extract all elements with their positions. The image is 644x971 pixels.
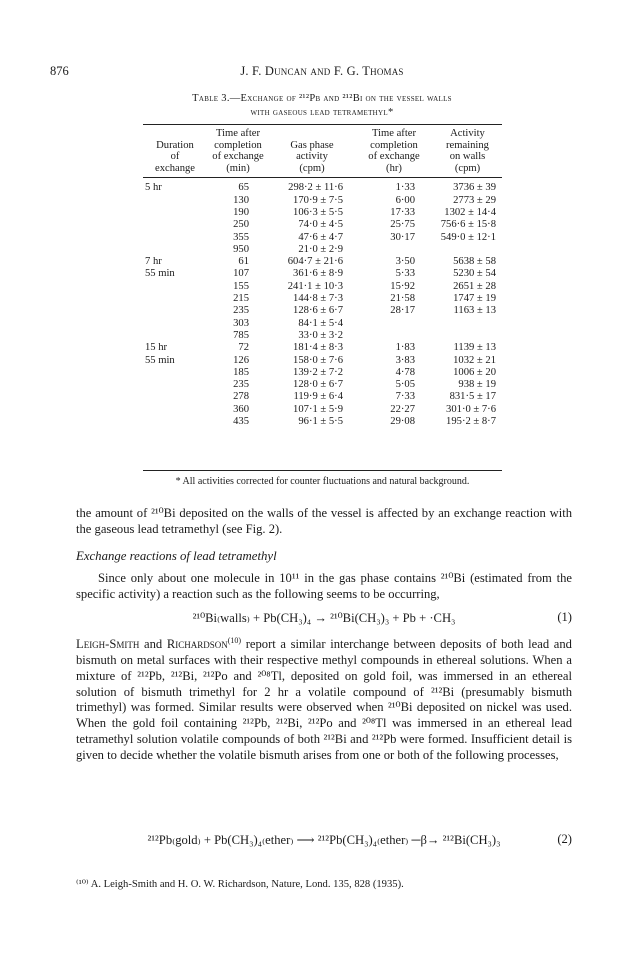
time-min-cell: 190 xyxy=(233,206,249,218)
paragraph-2-text: Since only about one molecule in 10¹¹ in the gas phase contains ²¹⁰Bi (estimated from the specific activity) a reaction such as the following seems to be occurring, xyxy=(76,571,572,601)
time-min-cell: 72 xyxy=(238,342,249,354)
column-header-line: of exchange xyxy=(368,151,420,163)
duration-cell xyxy=(143,367,207,379)
wall-activity-cell: 831·5 ± 17 xyxy=(449,391,496,403)
gas-activity-cell: 84·1 ± 5·4 xyxy=(298,317,343,329)
time-min-cell: 185 xyxy=(233,366,249,378)
column-header xyxy=(433,126,502,178)
time-hr-cell: 1·33 xyxy=(395,182,415,194)
cited-author-2: Richardson xyxy=(166,637,228,652)
time-min-cell: 215 xyxy=(233,293,249,305)
gas-activity-cell: 128·6 ± 6·7 xyxy=(293,305,343,317)
equation-1-expression: ²¹⁰Bi₍walls₎ + Pb(CH₃)₄ → ²¹⁰Bi(CH₃)₃ + Pb + ·CH₃ xyxy=(192,611,456,625)
time-min-cell: 950 xyxy=(233,243,249,255)
equation-1-number: (1) xyxy=(557,610,572,624)
table-top-rule xyxy=(143,124,502,125)
wall-activity-cell xyxy=(433,244,502,256)
column-header-line: completion xyxy=(214,139,262,151)
column-header-line: (cpm) xyxy=(454,162,481,174)
data-table xyxy=(143,126,502,428)
column-header-line: remaining xyxy=(446,139,489,151)
duration-cell xyxy=(143,391,207,403)
time-hr-cell: 17·33 xyxy=(390,206,415,218)
wall-activity-cell: 301·0 ± 7·6 xyxy=(446,403,496,415)
paragraph-2 xyxy=(76,571,572,603)
duration-cell xyxy=(143,281,207,293)
table-row xyxy=(143,182,502,194)
gas-activity-cell: 158·0 ± 7·6 xyxy=(293,354,343,366)
equation-1 xyxy=(76,610,572,628)
time-hr-cell: 30·17 xyxy=(390,231,415,243)
time-min-cell: 107 xyxy=(233,268,249,280)
duration-cell: 7 hr xyxy=(145,256,162,268)
duration-cell xyxy=(143,416,207,428)
paragraph-1-text: the amount of ²¹⁰Bi deposited on the walls of the vessel is affected by an exchange reaction with the gaseous lead tetramethyl (see Fig. 2). xyxy=(76,506,572,536)
column-header-line: activity xyxy=(296,151,328,163)
time-hr-cell xyxy=(355,318,433,330)
duration-cell xyxy=(143,305,207,317)
table-row xyxy=(143,305,502,317)
table-row xyxy=(143,281,502,293)
time-min-cell: 785 xyxy=(233,329,249,341)
time-hr-cell xyxy=(355,244,433,256)
wall-activity-cell: 3736 ± 39 xyxy=(453,182,496,194)
time-min-cell: 303 xyxy=(233,317,249,329)
wall-activity-cell: 2773 ± 29 xyxy=(453,194,496,206)
time-min-cell: 235 xyxy=(233,379,249,391)
column-header-line: exchange xyxy=(155,162,195,174)
gas-activity-cell: 47·6 ± 4·7 xyxy=(298,231,343,243)
wall-activity-cell: 195·2 ± 8·7 xyxy=(446,416,496,428)
time-hr-cell: 1·83 xyxy=(395,342,415,354)
table-row xyxy=(143,330,502,342)
time-hr-cell: 7·33 xyxy=(395,391,415,403)
gas-activity-cell: 144·8 ± 7·3 xyxy=(293,293,343,305)
table-row xyxy=(143,342,502,354)
gas-activity-cell: 170·9 ± 7·5 xyxy=(293,194,343,206)
table-row xyxy=(143,195,502,207)
time-hr-cell: 22·27 xyxy=(390,403,415,415)
duration-cell xyxy=(143,330,207,342)
time-hr-cell: 6·00 xyxy=(395,194,415,206)
table-caption xyxy=(60,92,584,120)
table-row xyxy=(143,355,502,367)
table-caption-line-1: Table 3.—Exchange of ²¹²Pb and ²¹²Bi on the vessel walls xyxy=(192,93,452,104)
wall-activity-cell: 1139 ± 13 xyxy=(453,342,496,354)
duration-cell xyxy=(143,379,207,391)
gas-activity-cell: 96·1 ± 5·5 xyxy=(298,416,343,428)
paragraph-3 xyxy=(76,633,572,764)
table-row xyxy=(143,379,502,391)
column-header xyxy=(269,126,355,178)
wall-activity-cell: 5638 ± 58 xyxy=(453,256,496,268)
paragraph-3-body: report a similar interchange between deposits of both lead and bismuth on metal surfaces with their respective methyl compounds in ethereal solutions. When a mixture of ²¹²Pb, ²¹²Bi, ²¹²Po and ²⁰⁸Tl, deposited on gold foil, was immersed in an ethereal solution of bismuth trimethyl for 2 hr a volatile compound of ²¹²Bi (presumably bismuth trimethyl) was formed. Similar results were observed when ²¹⁰Bi deposited on nickel was used. When the gold foil containing ²¹²Pb, ²¹²Bi, ²¹²Po and ²⁰⁸Tl was immersed in an ethereal lead tetramethyl solution volatile compounds of both ²¹²Bi and ²¹²Pb were formed. Insufficient detail is given to decide whether the volatile bismuth arises from one or both of the following processes, xyxy=(76,637,572,762)
wall-activity-cell: 2651 ± 28 xyxy=(453,280,496,292)
wall-activity-cell: 5230 ± 54 xyxy=(453,268,496,280)
equation-2 xyxy=(76,832,572,850)
reference-footnote: ⁽¹⁰⁾ A. Leigh-Smith and H. O. W. Richardson, Nature, Lond. 135, 828 (1935). xyxy=(76,879,404,890)
section-heading: Exchange reactions of lead tetramethyl xyxy=(76,549,277,563)
wall-activity-cell: 1163 ± 13 xyxy=(453,305,496,317)
time-hr-cell: 28·17 xyxy=(390,305,415,317)
column-header xyxy=(355,126,433,178)
column-header xyxy=(207,126,269,178)
column-header-line: (hr) xyxy=(386,162,402,174)
wall-activity-cell: 756·6 ± 15·8 xyxy=(440,219,496,231)
duration-cell: 5 hr xyxy=(145,182,162,194)
duration-cell: 55 min xyxy=(145,268,175,280)
wall-activity-cell: 1006 ± 20 xyxy=(453,366,496,378)
duration-cell xyxy=(143,318,207,330)
table-row xyxy=(143,268,502,280)
table-bottom-rule xyxy=(143,470,502,471)
time-min-cell: 65 xyxy=(238,182,249,194)
wall-activity-cell: 1302 ± 14·4 xyxy=(444,206,496,218)
time-hr-cell: 3·83 xyxy=(395,354,415,366)
gas-activity-cell: 241·1 ± 10·3 xyxy=(287,280,343,292)
table-row xyxy=(143,416,502,428)
column-header-line: on walls xyxy=(449,151,486,163)
time-hr-cell: 5·05 xyxy=(395,379,415,391)
wall-activity-cell: 549·0 ± 12·1 xyxy=(440,231,496,243)
duration-cell xyxy=(143,195,207,207)
column-header-line: Activity xyxy=(450,128,485,139)
time-min-cell: 155 xyxy=(233,280,249,292)
column-header xyxy=(143,126,207,178)
paragraph-1 xyxy=(76,506,572,538)
gas-activity-cell: 33·0 ± 3·2 xyxy=(298,329,343,341)
gas-activity-cell: 181·4 ± 8·3 xyxy=(293,342,343,354)
gas-activity-cell: 139·2 ± 7·2 xyxy=(293,366,343,378)
gas-activity-cell: 298·2 ± 11·6 xyxy=(288,182,343,194)
time-min-cell: 126 xyxy=(233,354,249,366)
time-min-cell: 435 xyxy=(233,416,249,428)
time-hr-cell: 4·78 xyxy=(395,366,415,378)
page-number: 876 xyxy=(50,64,69,78)
gas-activity-cell: 119·9 ± 6·4 xyxy=(293,391,343,403)
duration-cell: 15 hr xyxy=(145,342,168,354)
time-hr-cell: 29·08 xyxy=(390,416,415,428)
cited-author-1: Leigh-Smith xyxy=(76,637,140,652)
time-hr-cell: 25·75 xyxy=(390,219,415,231)
time-hr-cell xyxy=(355,330,433,342)
time-min-cell: 61 xyxy=(238,256,249,268)
table-row xyxy=(143,391,502,403)
table-row xyxy=(143,244,502,256)
table-row xyxy=(143,207,502,219)
gas-activity-cell: 361·6 ± 8·9 xyxy=(293,268,343,280)
table-row xyxy=(143,219,502,231)
time-min-cell: 360 xyxy=(233,403,249,415)
wall-activity-cell: 938 ± 19 xyxy=(458,379,496,391)
duration-cell: 55 min xyxy=(145,354,175,366)
conjunction: and xyxy=(144,637,163,652)
duration-cell xyxy=(143,293,207,305)
duration-cell xyxy=(143,404,207,416)
column-header-line: of exchange xyxy=(212,151,264,163)
wall-activity-cell: 1747 ± 19 xyxy=(453,293,496,305)
column-header-line: (cpm) xyxy=(299,162,325,174)
time-min-cell: 355 xyxy=(233,231,249,243)
table-footnote: * All activities corrected for counter fluctuations and natural background. xyxy=(175,476,470,487)
table-row xyxy=(143,256,502,268)
time-hr-cell: 3·50 xyxy=(395,256,415,268)
column-header-line: Duration xyxy=(156,139,194,151)
gas-activity-cell: 74·0 ± 4·5 xyxy=(298,219,343,231)
time-min-cell: 130 xyxy=(233,194,249,206)
column-header-line: completion xyxy=(370,139,418,151)
gas-activity-cell: 128·0 ± 6·7 xyxy=(293,379,343,391)
column-header-line: (min) xyxy=(226,162,250,174)
gas-activity-cell: 107·1 ± 5·9 xyxy=(293,403,343,415)
column-header-line: Time after xyxy=(215,128,261,139)
column-header-line: of xyxy=(170,151,180,163)
equation-2-number: (2) xyxy=(557,832,572,846)
gas-activity-cell: 604·7 ± 21·6 xyxy=(287,256,343,268)
column-header-line: Time after xyxy=(371,128,417,139)
duration-cell xyxy=(143,207,207,219)
table-row xyxy=(143,293,502,305)
table-row xyxy=(143,404,502,416)
gas-activity-cell: 106·3 ± 5·5 xyxy=(293,206,343,218)
gas-activity-cell: 21·0 ± 2·9 xyxy=(298,243,343,255)
wall-activity-cell: 1032 ± 21 xyxy=(453,354,496,366)
table-caption-line-2: with gaseous lead tetramethyl* xyxy=(250,107,394,118)
wall-activity-cell xyxy=(433,330,502,342)
time-min-cell: 250 xyxy=(233,219,249,231)
time-min-cell: 278 xyxy=(233,391,249,403)
duration-cell xyxy=(143,232,207,244)
table-row xyxy=(143,232,502,244)
time-hr-cell: 21·58 xyxy=(390,293,415,305)
paragraph-3-text xyxy=(76,633,572,764)
time-min-cell: 235 xyxy=(233,305,249,317)
duration-cell xyxy=(143,244,207,256)
table-row xyxy=(143,318,502,330)
column-header-line: Gas phase xyxy=(290,139,334,151)
equation-2-expression: ²¹²Pb₍gold₎ + Pb(CH₃)₄₍ether₎ ⟶ ²¹²Pb(CH₃)₄₍ether₎ ─β→ ²¹²Bi(CH₃)₃ xyxy=(147,833,501,847)
table-row xyxy=(143,367,502,379)
running-authors: J. F. Duncan and F. G. Thomas xyxy=(240,64,404,78)
page-header xyxy=(50,64,594,82)
duration-cell xyxy=(143,219,207,231)
time-hr-cell: 15·92 xyxy=(390,280,415,292)
table-header-row xyxy=(143,126,502,178)
wall-activity-cell xyxy=(433,318,502,330)
time-hr-cell: 5·33 xyxy=(395,268,415,280)
reference-mark: (10) xyxy=(227,636,242,645)
